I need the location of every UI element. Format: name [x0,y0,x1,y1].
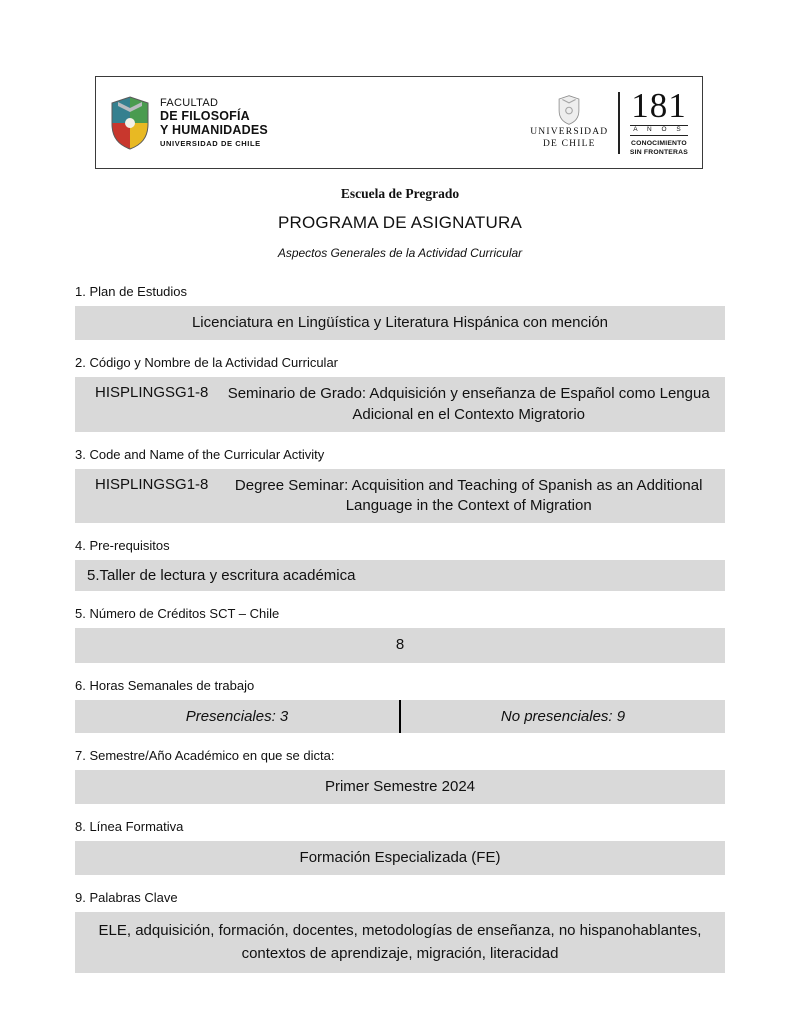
section-label-creditos: 5. Número de Créditos SCT – Chile [75,606,280,622]
motto-line1: CONOCIMIENTO [630,140,687,148]
value-codigo-en [75,469,725,524]
section-label-plan: 1. Plan de Estudios [75,284,188,299]
course-code-es: HISPLINGSG1-8 [95,384,209,402]
university-name [530,127,608,151]
value-prerequisitos: 5.Taller de lectura y escritura académica [75,560,725,591]
section-label-palabras: 9. Palabras Clave [75,890,178,905]
faculty-line3: Y HUMANIDADES [160,122,268,137]
faculty-line2: DE FILOSOFÍA [160,108,250,123]
faculty-logo [110,96,268,150]
sections-container [75,284,725,988]
logo-divider [618,92,620,154]
value-palabras: ELE, adquisición, formación, docentes, metodologías de enseñanza, no hispanohablantes, contextos de aprendizaje, migración, literacidad [75,912,725,973]
anniversary-181 [629,85,688,158]
program-title: PROGRAMA DE ASIGNATURA [277,213,523,232]
section-label-horas: 6. Horas Semanales de trabajo [75,677,255,693]
document-titles [0,186,800,260]
years-number: 181 [631,85,687,125]
course-name-en: Degree Seminar: Acquisition and Teaching of Spanish as an Additional Language in the Context of Migration [234,476,703,514]
faculty-line4: UNIVERSIDAD DE CHILE [160,138,261,148]
university-name-line1: UNIVERSIDAD [530,126,609,137]
university-mark [530,95,608,151]
horas-no-presenciales: No presenciales: 9 [500,707,626,725]
value-creditos: 8 [75,628,725,662]
section-label-prerequisitos: 4. Pre-requisitos [75,538,170,554]
school-title: Escuela de Pregrado [340,186,460,201]
faculty-line1: FACULTAD [160,96,219,109]
motto [630,139,688,157]
course-code-en: HISPLINGSG1-8 [95,475,209,493]
course-name-es: Seminario de Grado: Adquisición y enseñanza de Español como Lengua Adicional en el Contexto Migratorio [227,385,710,423]
value-linea: Formación Especializada (FE) [75,841,725,875]
value-horas [75,700,725,733]
header-logo-box [95,76,703,169]
section-label-semestre: 7. Semestre/Año Académico en que se dicta: [75,747,335,763]
section-label-codigo-en: 3. Code and Name of the Curricular Activity [75,446,325,462]
university-crest-icon [110,96,150,150]
section-label-codigo-es: 2. Código y Nombre de la Actividad Curricular [75,355,339,371]
value-plan: Licenciatura en Lingüística y Literatura Hispánica con mención [75,306,725,340]
university-crest-small-icon [558,95,580,125]
university-name-line2: DE CHILE [543,138,596,149]
horas-presenciales: Presenciales: 3 [185,707,289,725]
anniversary-logo [530,85,688,158]
value-codigo-es [75,377,725,432]
years-label: A Ñ O S [630,125,688,137]
section-label-linea: 8. Línea Formativa [75,818,184,834]
faculty-logo-text [160,97,268,149]
motto-line2: SIN FRONTERAS [629,149,688,157]
program-subtitle: Aspectos Generales de la Actividad Curricular [277,246,523,260]
value-semestre: Primer Semestre 2024 [75,770,725,804]
